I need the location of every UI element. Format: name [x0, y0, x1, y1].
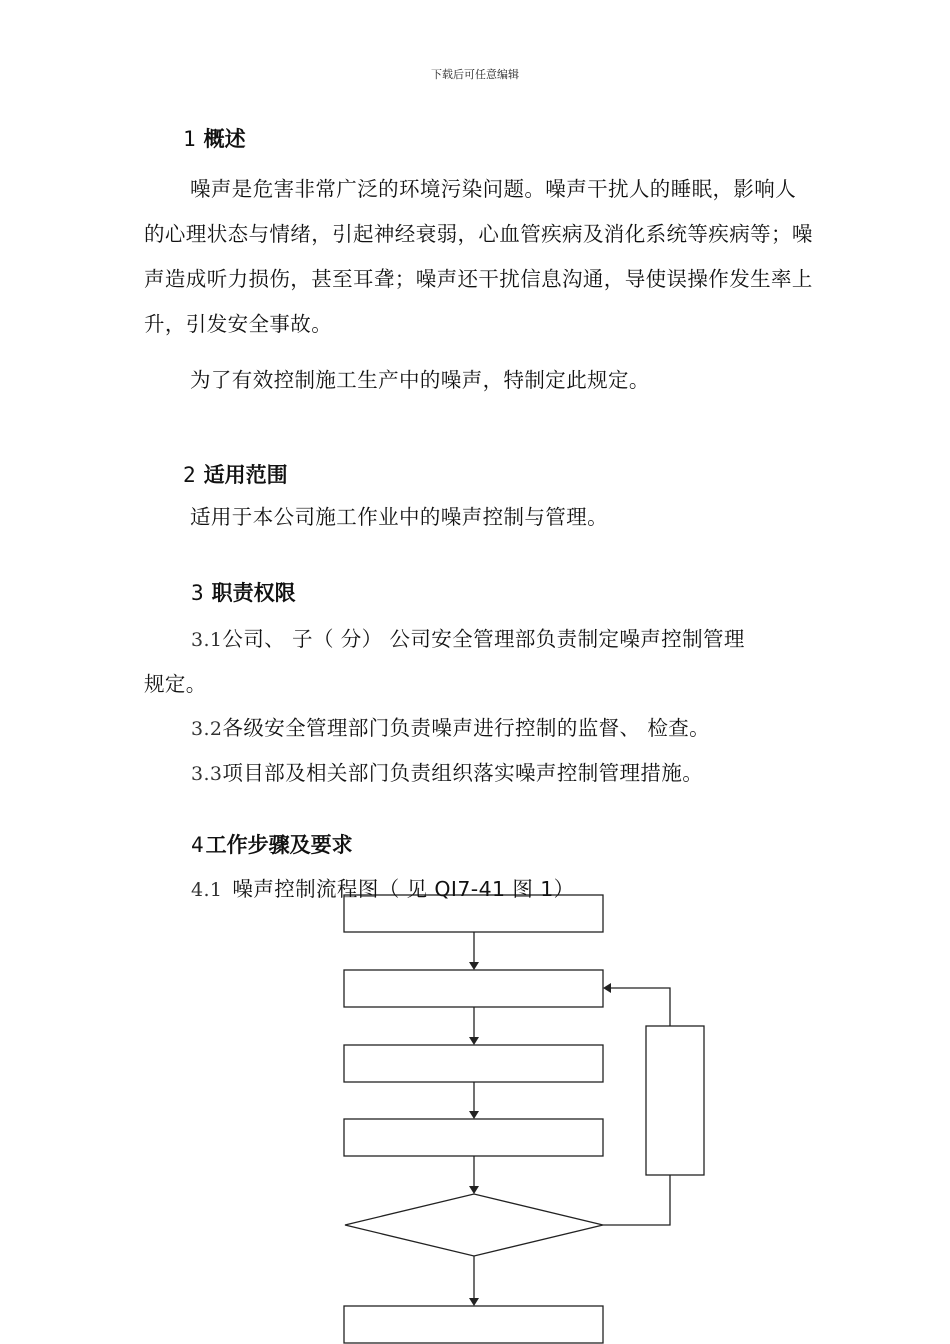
flow-connector-3-4 — [469, 1082, 479, 1119]
flow-step-4-box — [344, 1119, 603, 1156]
section-4-title: 工作步骤及要求 — [205, 833, 353, 857]
section-1-paragraph-2: 为了有效控制施工生产中的噪声，特制定此规定。 — [190, 368, 650, 392]
page-header-note: 下载后可任意编辑 — [431, 68, 519, 81]
section-1-paragraph-1: 噪声是危害非常广泛的环境污染问题。噪声干扰人的睡眠，影响人的心理状态与情绪，引起神经衰弱，心血管疾病及消化系统等疾病等；噪声造成听力损伤，甚至耳聋；噪声还干扰信息沟通，导使误操作发生率上升，引发安全事故。 — [144, 177, 813, 336]
flow-connector-decision-5 — [469, 1256, 479, 1306]
section-3-item-2-number: 3.2 — [191, 718, 223, 740]
flow-connector-4-decision — [469, 1156, 479, 1194]
section-3-item-3-text: 项目部及相关部门负责组织落实噪声控制管理措施。 — [222, 761, 704, 785]
flow-connector-1-2 — [469, 932, 479, 970]
section-3-item-1-text: 公司、 子（ 分） 公司安全管理部负责制定噪声控制管理 — [222, 627, 745, 651]
section-3-number: 3 — [191, 581, 204, 605]
section-3-title: 职责权限 — [211, 581, 296, 605]
section-4-item-1-number: 4.1 — [191, 879, 223, 901]
section-4-item-1-text: 噪声控制流程图（ 见 QI7-41 图 1） — [232, 877, 575, 901]
section-1-title: 概述 — [203, 127, 246, 151]
section-4-number: 4 — [191, 833, 204, 857]
section-3-item-2-text: 各级安全管理部门负责噪声进行控制的监督、 检查。 — [222, 716, 711, 740]
flow-step-3-box — [344, 1045, 603, 1082]
section-2-title: 适用范围 — [203, 463, 288, 487]
flow-decision-diamond — [345, 1194, 603, 1256]
section-3-item-1-number: 3.1 — [191, 629, 223, 651]
section-3-item-1-continuation: 规定。 — [144, 672, 207, 696]
flow-step-2-box — [344, 970, 603, 1007]
flow-step-5-box — [344, 1306, 603, 1343]
flow-side-feedback-box — [646, 1026, 704, 1175]
section-4-item-1 — [191, 872, 575, 902]
section-2-number: 2 — [183, 463, 196, 487]
section-1-number: 1 — [183, 127, 196, 151]
section-3-item-3-number: 3.3 — [191, 763, 223, 785]
flow-connector-2-3 — [469, 1007, 479, 1045]
section-2-paragraph-1: 适用于本公司施工作业中的噪声控制与管理。 — [190, 505, 608, 529]
